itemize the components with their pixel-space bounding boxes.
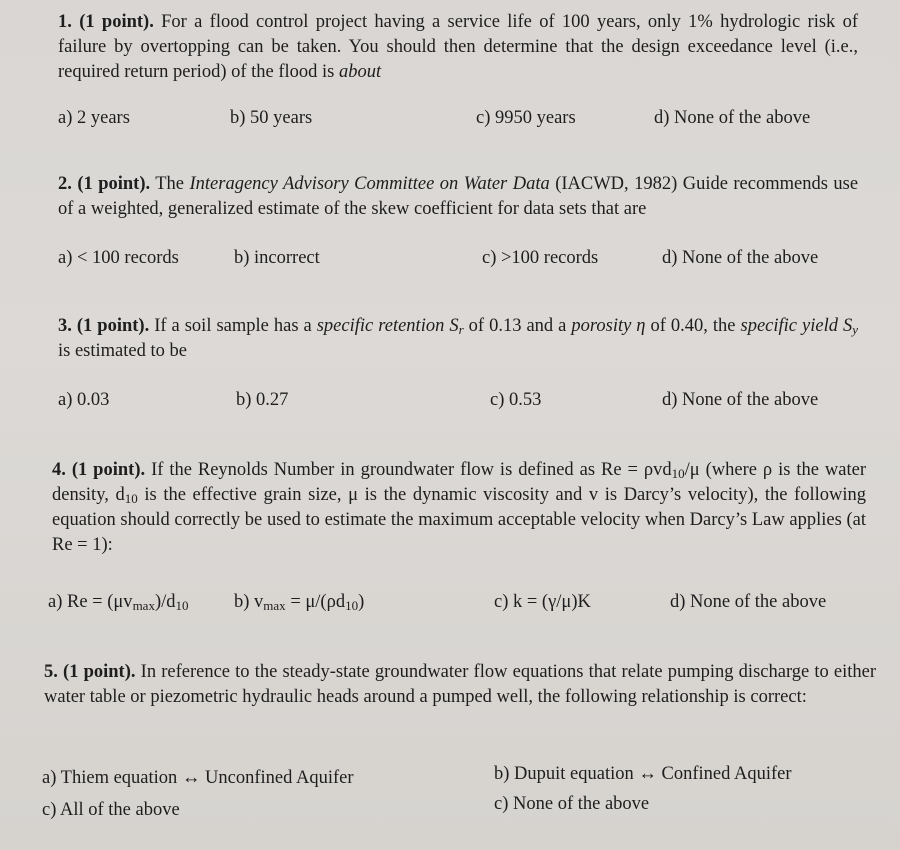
question-5 bbox=[44, 660, 876, 710]
q4-option-a[interactable]: a) $Re = (\mu v_{max})/d_{10}$ bbox=[48, 592, 189, 613]
q5-option-c[interactable]: c) All of the above bbox=[42, 800, 180, 820]
q2-text-italic: Interagency Advisory Committee on Water Data bbox=[189, 174, 550, 194]
q1-number: 1. bbox=[58, 12, 72, 32]
q3-term2: porosity η bbox=[571, 316, 646, 336]
q3-term3: specific yield $S_y$ bbox=[740, 316, 858, 337]
q2-option-b[interactable]: b) incorrect bbox=[234, 248, 320, 268]
q2-text-b: (IACWD, 1982) Guide recommends use of a weighted, generalized estimate of the skew coefficient for data sets that are bbox=[58, 174, 859, 219]
question-3 bbox=[58, 314, 858, 364]
q1-option-a[interactable]: a) 2 years bbox=[58, 108, 130, 128]
q2-points: (1 point). bbox=[77, 174, 151, 194]
q4-sub-a: 10 bbox=[671, 466, 685, 481]
q4-text-c: is the effective grain size, μ is the dynamic viscosity and v is Darcy’s velocity), the following equation should correctly be used to estimate the maximum acceptable velocity when Darcy’s Law applies (at Re = 1): bbox=[52, 485, 866, 555]
q4-option-b[interactable]: b) $v_{max} = \mu/(\rho d_{10})$ bbox=[234, 592, 365, 613]
q1-option-c[interactable]: c) 9950 years bbox=[476, 108, 576, 128]
q4-number: 4. bbox=[52, 460, 66, 480]
q2-option-c[interactable]: c) >100 records bbox=[482, 248, 599, 268]
q1-options bbox=[58, 108, 858, 134]
q5-options bbox=[42, 764, 862, 828]
question-2 bbox=[58, 172, 858, 222]
q1-points: (1 point). bbox=[79, 12, 154, 32]
q3-options bbox=[58, 390, 858, 416]
q3-text-b: of 0.13 and a bbox=[468, 316, 567, 336]
q5-text: In reference to the steady-state groundwater flow equations that relate pumping discharge to either water table or piezometric hydraulic heads around a pumped well, the following relationship is correct: bbox=[44, 662, 877, 707]
q5-points: (1 point). bbox=[63, 662, 136, 682]
q4-option-c[interactable]: c) k = (γ/μ)K bbox=[494, 592, 591, 612]
q2-option-d[interactable]: d) None of the above bbox=[662, 248, 819, 268]
q3-option-c[interactable]: c) 0.53 bbox=[490, 390, 542, 410]
q1-option-b[interactable]: b) 50 years bbox=[230, 108, 313, 128]
q3-text-c: of 0.40, the bbox=[650, 316, 736, 336]
q3-option-a[interactable]: a) 0.03 bbox=[58, 390, 110, 410]
q3-option-d[interactable]: d) None of the above bbox=[662, 390, 819, 410]
q3-text-a: If a soil sample has a bbox=[154, 316, 312, 336]
q4-sub-b: 10 bbox=[124, 491, 138, 506]
q2-number: 2. bbox=[58, 174, 72, 194]
q5-number: 5. bbox=[44, 662, 58, 682]
q5-option-d[interactable]: c) None of the above bbox=[494, 794, 650, 814]
q4-points: (1 point). bbox=[71, 460, 146, 480]
q3-option-b[interactable]: b) 0.27 bbox=[236, 390, 289, 410]
q4-options bbox=[48, 592, 868, 618]
q2-options bbox=[58, 248, 858, 274]
q3-text-d: is estimated to be bbox=[58, 341, 187, 361]
q3-points: (1 point). bbox=[76, 316, 150, 336]
q4-text-a: If the Reynolds Number in groundwater flow is defined as Re = ρvd bbox=[151, 460, 672, 480]
q1-text-end: about bbox=[339, 62, 382, 82]
q4-option-d[interactable]: d) None of the above bbox=[670, 592, 827, 612]
q2-text-a: The bbox=[155, 174, 185, 194]
q4-text-b: /μ (where ρ is the water density, d bbox=[52, 460, 867, 505]
q5-option-b[interactable]: b) Dupuit equation ↔ Confined Aquifer bbox=[494, 764, 792, 784]
question-4 bbox=[52, 458, 866, 558]
question-1 bbox=[58, 10, 858, 85]
q5-option-a[interactable]: a) Thiem equation ↔ Unconfined Aquifer bbox=[42, 768, 354, 788]
q2-option-a[interactable]: a) < 100 records bbox=[58, 248, 179, 268]
q1-option-d[interactable]: d) None of the above bbox=[654, 108, 811, 128]
q3-number: 3. bbox=[58, 316, 72, 336]
q1-text: For a flood control project having a service life of 100 years, only 1% hydrologic risk of failure by overtopping can be taken. You should then determine that the design exceedance level (i.e., required return period) of the flood is bbox=[58, 12, 859, 82]
q3-term1: specific retention $S_r$ bbox=[316, 316, 464, 337]
